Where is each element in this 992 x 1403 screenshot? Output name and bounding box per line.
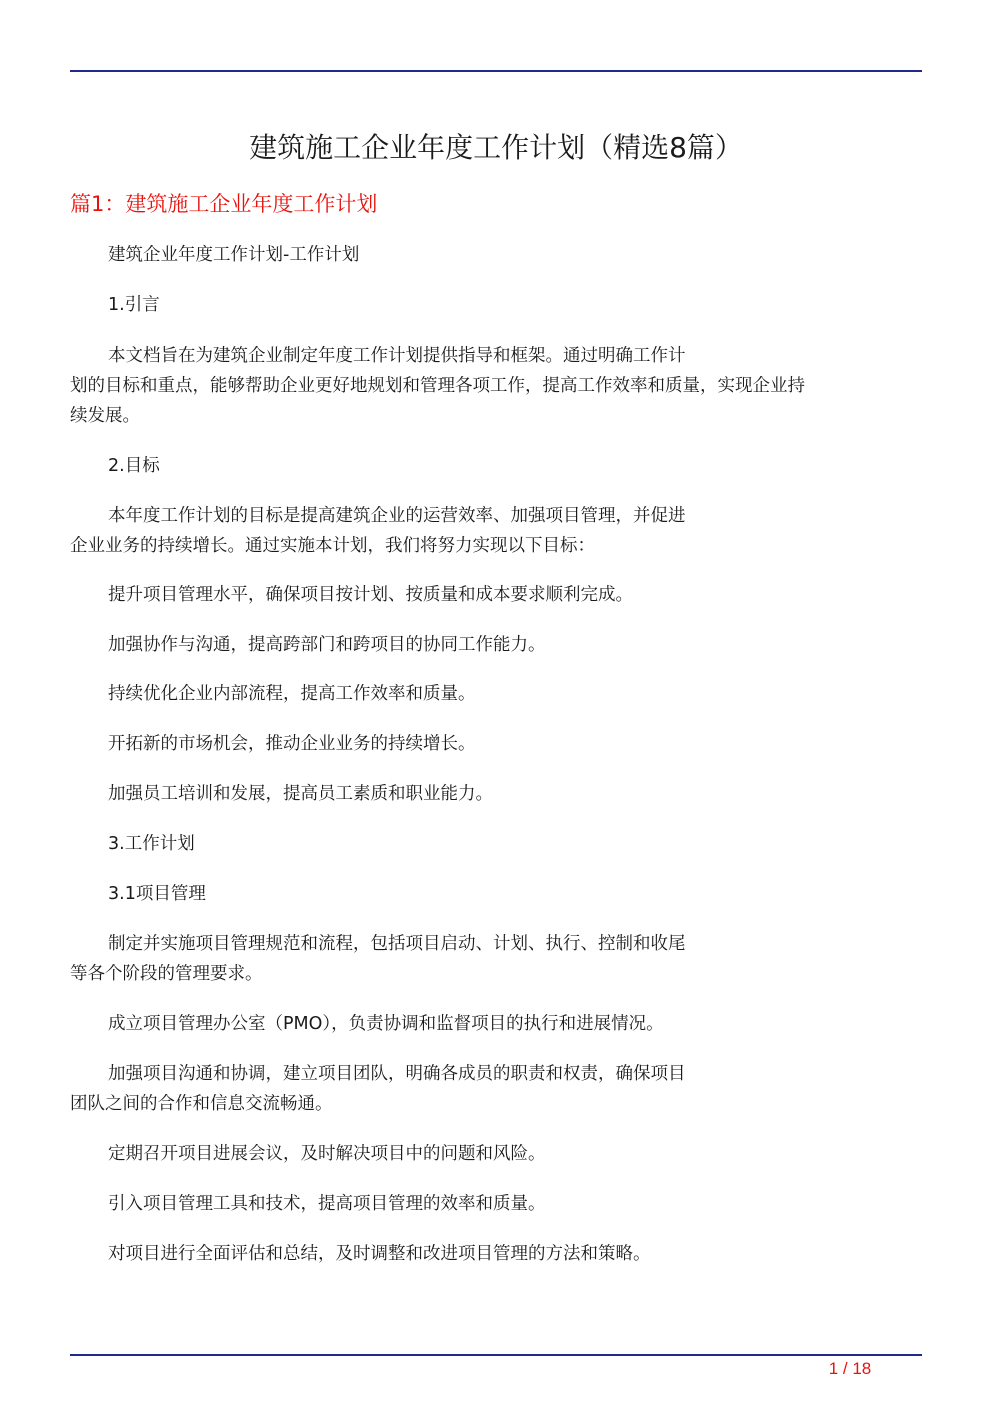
paragraph-line: 定期召开项目进展会议，及时解决项目中的问题和风险。 [108,1144,546,1164]
paragraph [70,879,915,909]
footer-rule [70,1354,922,1356]
paragraph [70,1189,915,1219]
paragraph-line: 建筑企业年度工作计划-工作计划 [108,245,360,265]
paragraph [70,580,915,610]
paragraph-line: 成立项目管理办公室（PMO），负责协调和监督项目的执行和进展情况。 [108,1014,664,1034]
paragraph-line: 3.工作计划 [108,834,195,854]
paragraph-line: 团队之间的合作和信息交流畅通。 [70,1094,333,1114]
paragraph-line: 3.1项目管理 [108,884,206,904]
paragraph [70,779,915,809]
paragraph-line: 企业业务的持续增长。通过实施本计划，我们将努力实现以下目标： [70,536,595,556]
paragraph-line: 加强项目沟通和协调，建立项目团队，明确各成员的职责和权责，确保项目 [108,1064,686,1084]
paragraph-line: 引入项目管理工具和技术，提高项目管理的效率和质量。 [108,1194,546,1214]
paragraph-line: 本文档旨在为建筑企业制定年度工作计划提供指导和框架。通过明确工作计 [108,346,686,366]
paragraph [70,929,915,989]
paragraph-line: 1.引言 [108,295,160,315]
paragraph [70,1009,915,1039]
paragraph-line: 对项目进行全面评估和总结，及时调整和改进项目管理的方法和策略。 [108,1244,651,1264]
paragraph [70,1059,915,1119]
paragraph [70,630,915,660]
paragraph [70,1239,915,1269]
paragraph [70,341,915,431]
paragraph-line: 续发展。 [70,406,140,426]
paragraph-line: 2.目标 [108,456,160,476]
paragraph-line: 划的目标和重点，能够帮助企业更好地规划和管理各项工作，提高工作效率和质量，实现企业持 [70,376,805,396]
paragraph [70,501,915,561]
paragraph [70,1139,915,1169]
paragraph [70,451,915,481]
paragraph [70,679,915,709]
paragraph [70,729,915,759]
paragraph [70,290,915,320]
paragraph [70,829,915,859]
paragraph-line: 提升项目管理水平，确保项目按计划、按质量和成本要求顺利完成。 [108,585,633,605]
paragraph [70,240,915,270]
page-number: 1 / 18 [828,1359,872,1378]
paragraph-line: 持续优化企业内部流程，提高工作效率和质量。 [108,684,476,704]
section-heading: 篇1：建筑施工企业年度工作计划 [70,192,378,216]
header-rule [70,70,922,72]
document-title: 建筑施工企业年度工作计划（精选8篇） [249,131,743,164]
paragraph-line: 加强员工培训和发展，提高员工素质和职业能力。 [108,784,493,804]
paragraph-line: 本年度工作计划的目标是提高建筑企业的运营效率、加强项目管理，并促进 [108,506,686,526]
paragraph-line: 制定并实施项目管理规范和流程，包括项目启动、计划、执行、控制和收尾 [108,934,686,954]
paragraph-line: 加强协作与沟通，提高跨部门和跨项目的协同工作能力。 [108,635,546,655]
paragraph-line: 等各个阶段的管理要求。 [70,964,263,984]
paragraph-line: 开拓新的市场机会，推动企业业务的持续增长。 [108,734,476,754]
